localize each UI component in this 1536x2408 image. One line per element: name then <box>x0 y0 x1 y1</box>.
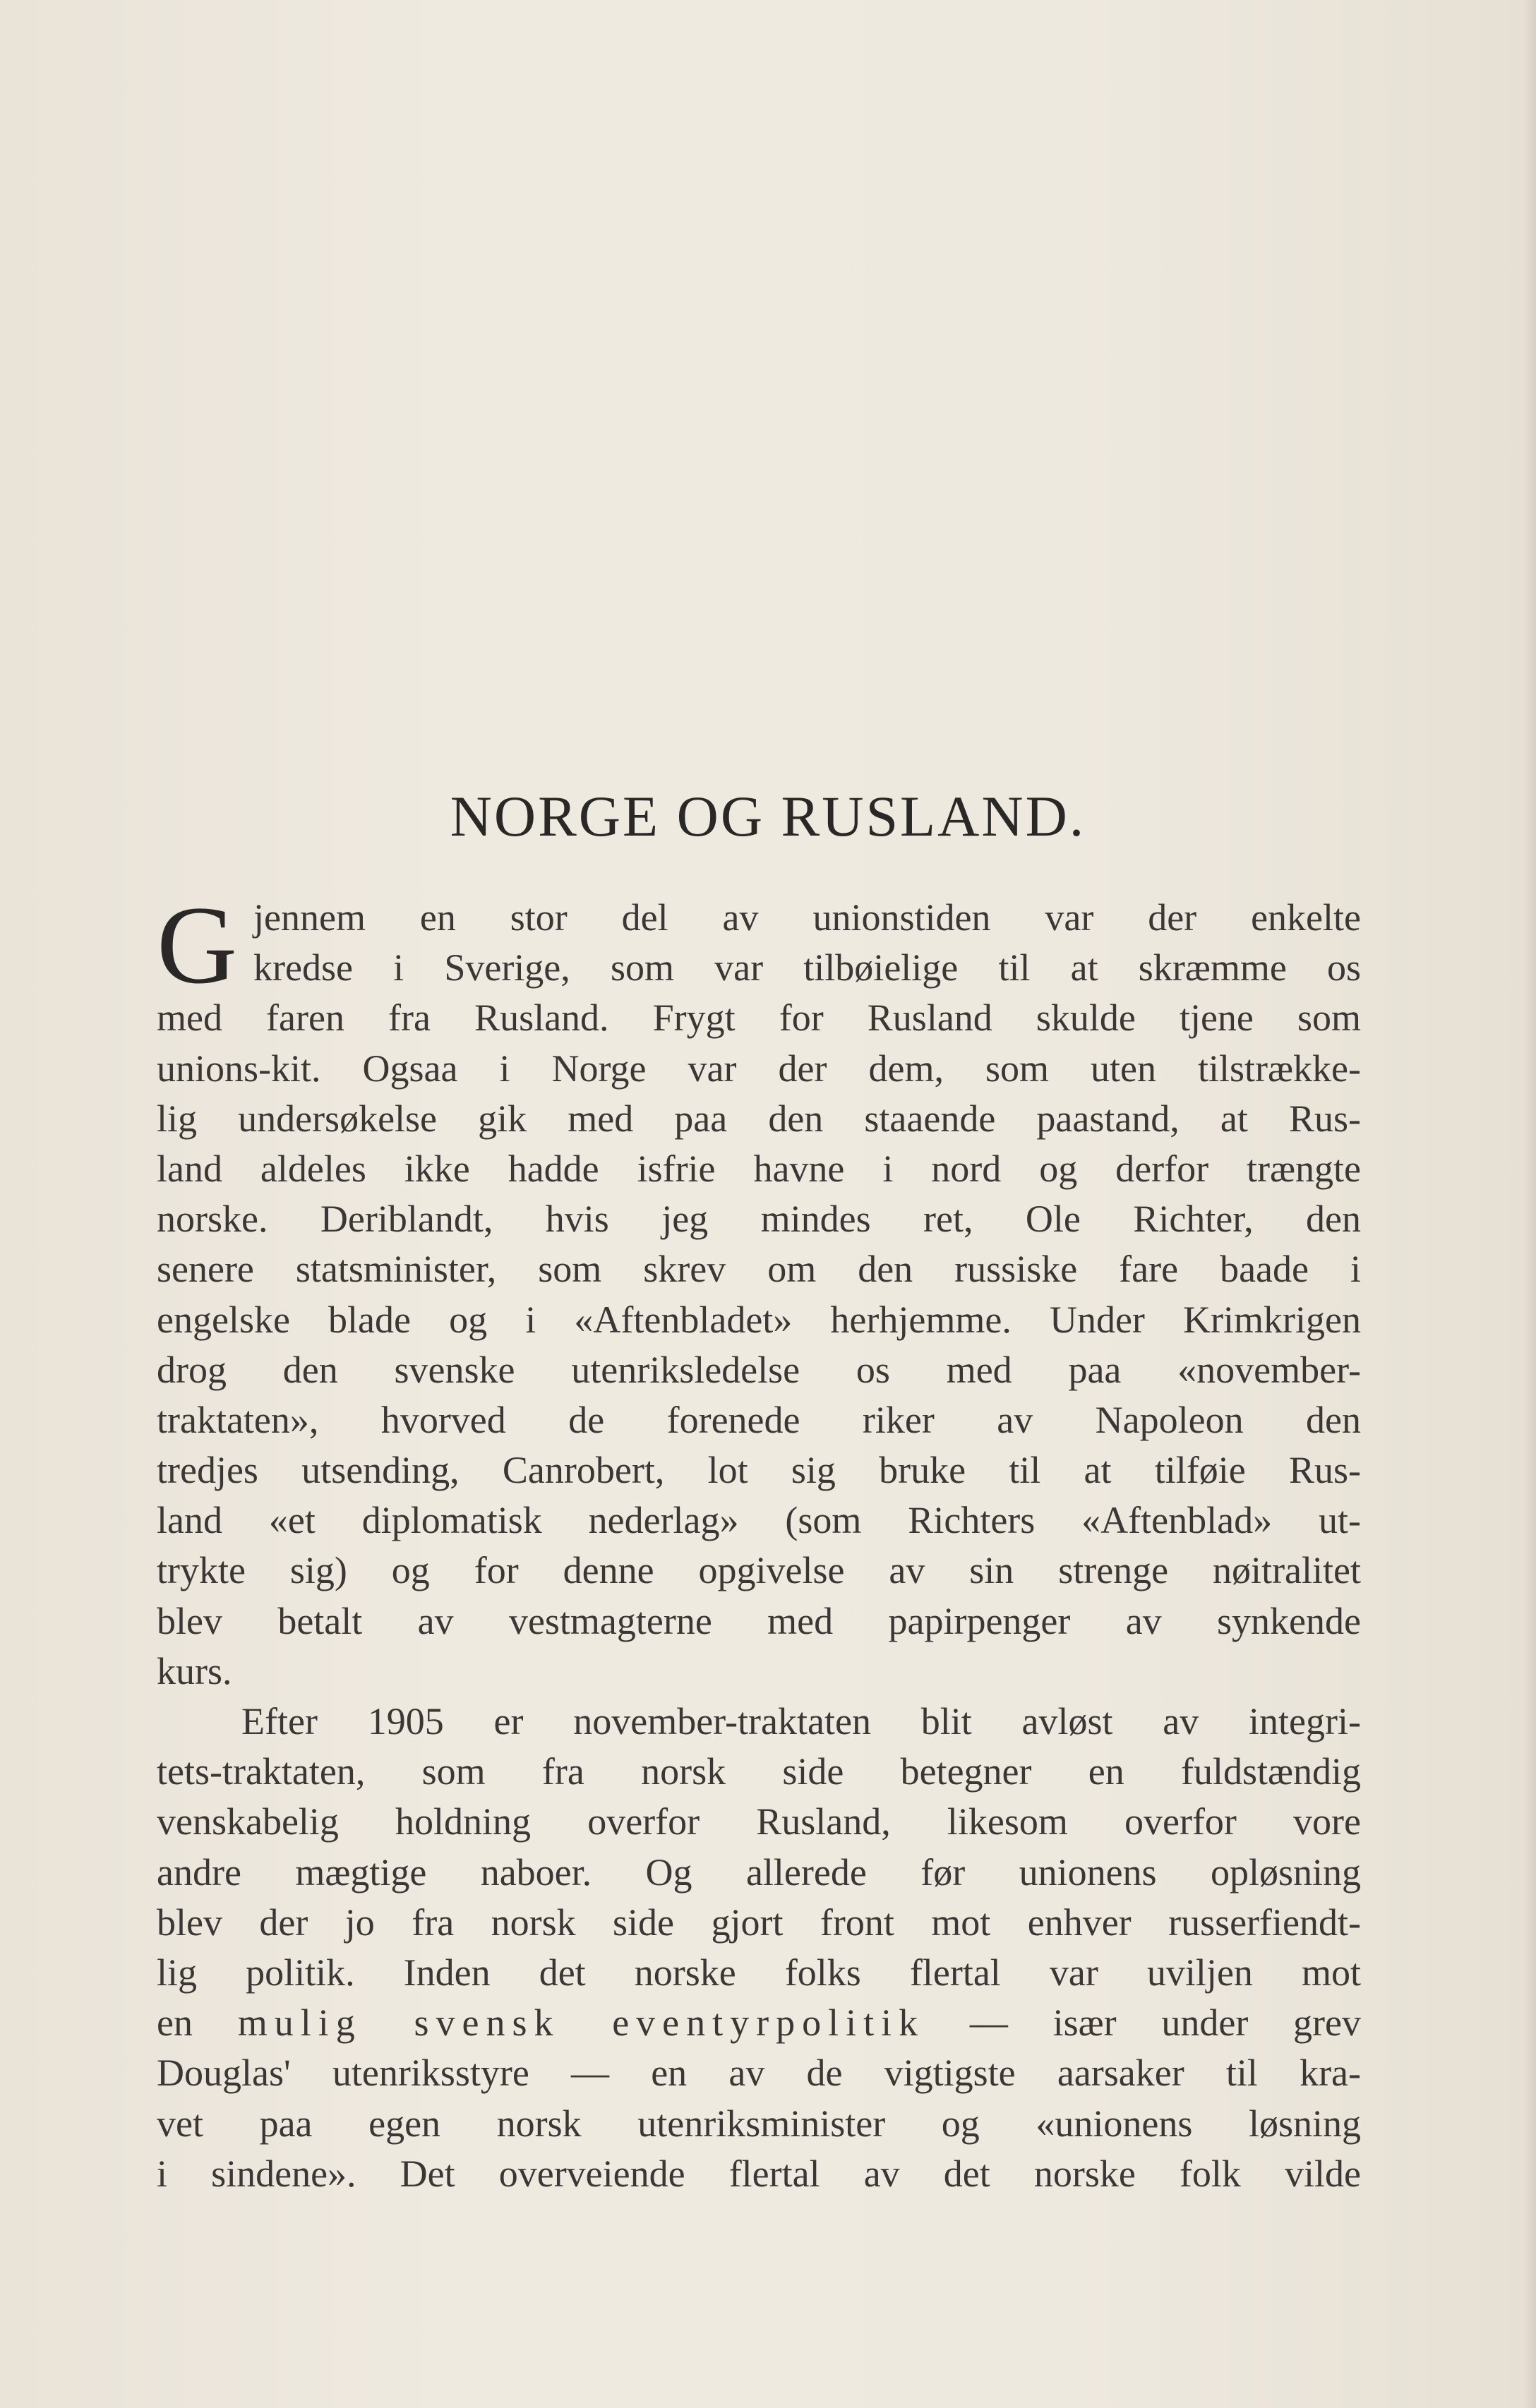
text-line: Efter 1905 er november-traktaten blit avløst av integri- <box>241 1700 1361 1742</box>
text-line <box>157 1998 1361 2048</box>
text-line: venskabelig holdning overfor Rusland, likesom overfor vore <box>157 1800 1361 1843</box>
text-line: norske. Deriblandt, hvis jeg mindes ret, Ole Richter, den <box>157 1198 1361 1241</box>
spaced-emphasis: mulig svensk eventyrpolitik <box>237 2001 925 2045</box>
text-line: i sindene». Det overveiende flertal av det norske folk vilde <box>157 2152 1361 2195</box>
text-line: vet paa egen norsk utenriksminister og «unionens løsning <box>157 2102 1361 2145</box>
text-line: kredse i Sverige, som var tilbøielige til at skræmme os <box>253 946 1361 989</box>
text-line: Douglas' utenriksstyre — en av de vigtigste aarsaker til kra- <box>157 2052 1361 2095</box>
text-line: kurs. <box>157 1649 232 1692</box>
text-line: andre mægtige naboer. Og allerede før unionens opløsning <box>157 1850 1361 1894</box>
text-line: jennem en stor del av unionstiden var der enkelte <box>253 896 1361 939</box>
text-line: land aldeles ikke hadde isfrie havne i nord og derfor trængte <box>157 1147 1361 1190</box>
text-line: traktaten», hvorved de forenede riker av Napoleon den <box>157 1398 1361 1441</box>
text-line: engelske blade og i «Aftenbladet» herhjemme. Under Krimkrigen <box>157 1298 1361 1341</box>
drop-cap: G <box>157 884 238 1007</box>
text-line: tredjes utsending, Canrobert, lot sig bruke til at tilføie Rus- <box>157 1449 1361 1492</box>
text-line: med faren fra Rusland. Frygt for Rusland skulde tjene som <box>157 997 1361 1040</box>
page-edge <box>1525 0 1536 2408</box>
text-line: drog den svenske utenriksledelse os med paa «november- <box>157 1348 1361 1391</box>
text-line: land «et diplomatisk nederlag» (som Richters «Aftenblad» ut- <box>157 1499 1361 1542</box>
text-line: tets-traktaten, som fra norsk side betegner en fuldstændig <box>157 1750 1361 1793</box>
text-line: trykte sig) og for denne opgivelse av sin strenge nøitralitet <box>157 1549 1361 1592</box>
text-line: unions-kit. Ogsaa i Norge var der dem, som uten tilstrække- <box>157 1047 1361 1090</box>
body-text <box>157 884 1362 2199</box>
text-line: senere statsminister, som skrev om den russiske fare baade i <box>157 1248 1361 1291</box>
text-line: lig undersøkelse gik med paa den staaende paastand, at Rus- <box>157 1097 1361 1140</box>
text-fragment: en <box>157 2001 238 2045</box>
text-line: blev betalt av vestmagterne med papirpenger av synkende <box>157 1599 1361 1642</box>
text-line: lig politik. Inden det norske folks flertal var uviljen mot <box>157 1951 1361 1994</box>
chapter-title: NORGE OG RUSLAND. <box>450 784 1086 848</box>
text-fragment: — især under grev <box>925 2001 1362 2045</box>
text-line: blev der jo fra norsk side gjort front mot enhver russerfiendt- <box>157 1901 1361 1944</box>
